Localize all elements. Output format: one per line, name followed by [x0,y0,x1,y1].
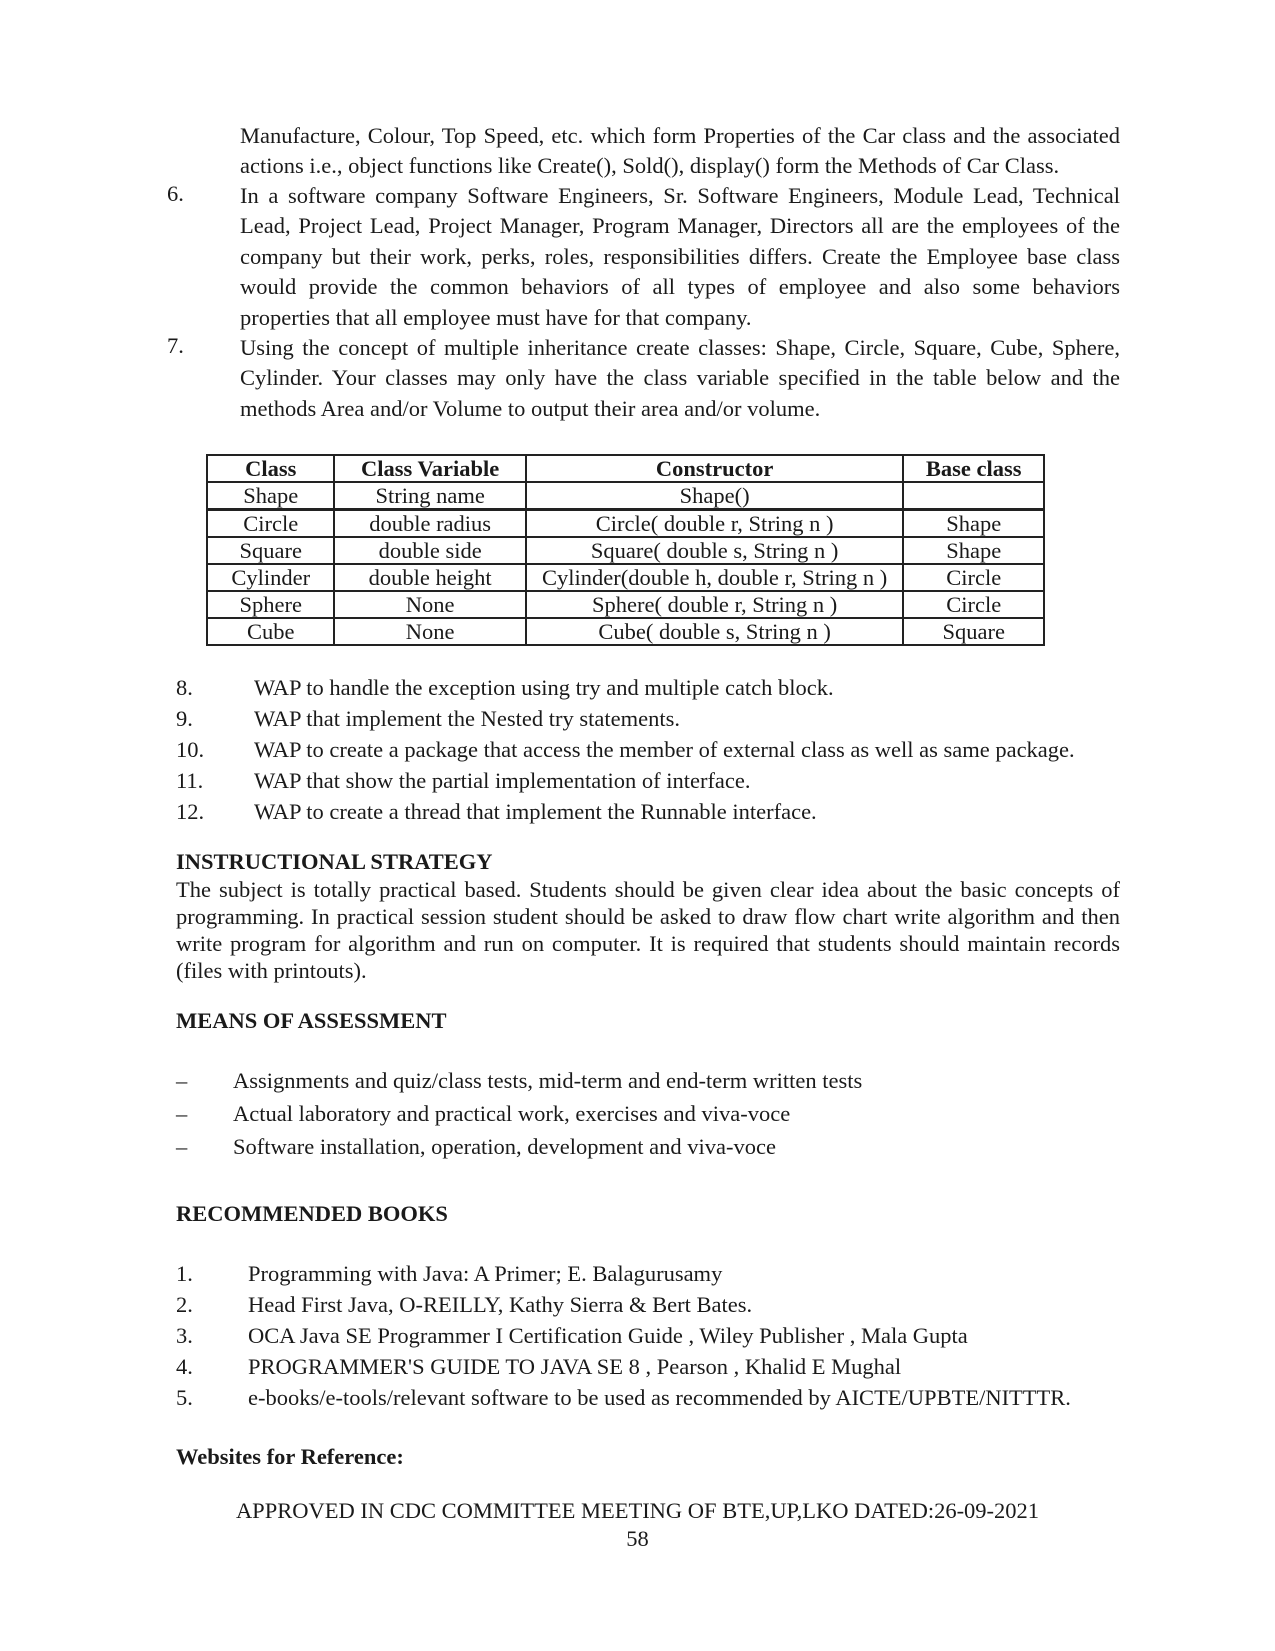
exercise-11-number: 11. [176,768,204,793]
table-cell: double side [334,537,525,564]
assessment-heading: MEANS OF ASSESSMENT [176,1008,447,1033]
table-cell: Cube [207,618,334,645]
instructional-strategy-text: The subject is totally practical based. Students should be given clear idea about the basic concepts of programming. In practical session student should be asked to draw flow chart write algorithm and then write program for algorithm and run on computer. It is required that students should maintain records (files with printouts). [176,877,1120,983]
assessment-item: Software installation, operation, development and viva-voce [233,1134,776,1159]
table-header-cell: Class Variable [334,455,525,482]
table-cell: Shape() [526,482,904,510]
book-item: Programming with Java: A Primer; E. Balagurusamy [248,1261,723,1286]
exercise-6-number: 6. [167,181,184,206]
table-cell: Square( double s, String n ) [526,537,904,564]
page-number: 58 [626,1526,649,1551]
table-cell: None [334,618,525,645]
assessment-item: Actual laboratory and practical work, exercises and viva-voce [233,1101,791,1126]
table-row [207,482,1044,510]
book-number: 5. [176,1385,193,1410]
table-cell: String name [334,482,525,510]
table-cell: Sphere [207,591,334,618]
websites-heading: Websites for Reference: [176,1444,404,1469]
table-cell: Shape [903,510,1044,538]
exercise-12-number: 12. [176,799,205,824]
book-item: e-books/e-tools/relevant software to be used as recommended by AICTE/UPBTE/NITTTR. [248,1385,1071,1410]
exercise-9-text: WAP that implement the Nested try statements. [254,706,680,731]
book-number: 3. [176,1323,193,1348]
exercise-7-text: Using the concept of multiple inheritance create classes: Shape, Circle, Square, Cube, Sphere, Cylinder. Your classes may only have the class variable specified in the table below and the methods Area and/or Volume to output their area and/or volume. [240,335,1120,421]
table-header-cell: Class [207,455,334,482]
exercise-10-text: WAP to create a package that access the member of external class as well as same package. [254,737,1075,762]
exercise-7-number: 7. [167,333,184,358]
table-cell: Circle [903,564,1044,591]
exercise-6-text: In a software company Software Engineers, Sr. Software Engineers, Module Lead, Technical Lead, Project Lead, Project Manager, Program Manager, Directors all are the employees of the company but their work, perks, roles, responsibilities differs. Create the Employee base class would provide the common behaviors of all types of employee and also some behaviors properties that all employee must have for that company. [240,183,1120,330]
assessment-bullet: – [176,1134,188,1159]
table-cell: Shape [207,482,334,510]
table-cell: double radius [334,510,525,538]
book-item: Head First Java, O-REILLY, Kathy Sierra & Bert Bates. [248,1292,753,1317]
table-cell [903,482,1044,510]
exercise-8-text: WAP to handle the exception using try and multiple catch block. [254,675,834,700]
table-cell: Square [207,537,334,564]
table-header-cell: Constructor [526,455,904,482]
table-cell: double height [334,564,525,591]
assessment-bullet: – [176,1068,188,1093]
table-row [207,591,1044,618]
exercise-12-text: WAP to create a thread that implement the Runnable interface. [254,799,817,824]
table-header-row [207,455,1044,482]
approval-footer: APPROVED IN CDC COMMITTEE MEETING OF BTE,UP,LKO DATED:26-09-2021 [235,1498,1040,1523]
book-item: OCA Java SE Programmer I Certification Guide , Wiley Publisher , Mala Gupta [248,1323,968,1348]
table-cell: None [334,591,525,618]
table-row [207,618,1044,645]
book-item: PROGRAMMER'S GUIDE TO JAVA SE 8 , Pearson , Khalid E Mughal [248,1354,902,1379]
assessment-bullet: – [176,1101,188,1126]
table-cell: Sphere( double r, String n ) [526,591,904,618]
table-cell: Circle [207,510,334,538]
class-table [206,454,1045,646]
exercise-8-number: 8. [176,675,193,700]
exercise-10-number: 10. [176,737,205,762]
table-cell: Cylinder [207,564,334,591]
assessment-item: Assignments and quiz/class tests, mid-term and end-term written tests [233,1068,863,1093]
recommended-books-heading: RECOMMENDED BOOKS [176,1201,448,1226]
table-row [207,510,1044,538]
table-header-cell: Base class [903,455,1044,482]
book-number: 4. [176,1354,193,1379]
instructional-strategy-heading: INSTRUCTIONAL STRATEGY [176,849,493,874]
table-cell: Circle( double r, String n ) [526,510,904,538]
table-cell: Circle [903,591,1044,618]
exercise-9-number: 9. [176,706,193,731]
book-number: 2. [176,1292,193,1317]
table-cell: Cube( double s, String n ) [526,618,904,645]
table-cell: Cylinder(double h, double r, String n ) [526,564,904,591]
table-row [207,564,1044,591]
exercise-11-text: WAP that show the partial implementation of interface. [254,768,751,793]
table-cell: Square [903,618,1044,645]
table-row [207,537,1044,564]
intro-paragraph: Manufacture, Colour, Top Speed, etc. which form Properties of the Car class and the associated actions i.e., object functions like Create(), Sold(), display() form the Methods of Car Class. [240,123,1120,179]
book-number: 1. [176,1261,193,1286]
table-cell: Shape [903,537,1044,564]
